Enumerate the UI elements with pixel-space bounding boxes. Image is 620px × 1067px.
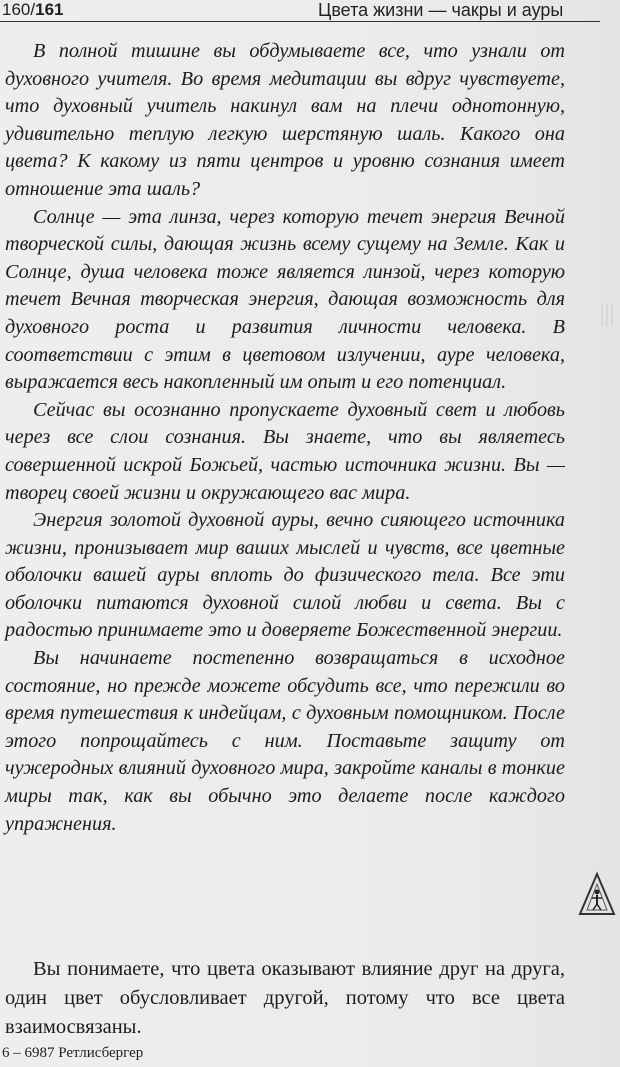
page-header	[0, 0, 620, 22]
margin-mark-icon	[598, 300, 616, 330]
paragraph-1: В полной тишине вы обдумываете все, что узнали от духовного учителя. Во время медитации вы вдруг чувствуете, что духовный учитель накинул вам на плечи однотонную, удивительно теплую легкую шерстяную шаль. Какого она цвета? К какому из пяти центров и уровню сознания имеет отношение эта шаль?	[5, 40, 565, 200]
page-number-separator: /	[30, 0, 36, 19]
paragraph-4: Энергия золотой духовной ауры, вечно сияющего источника жизни, пронизывает мир ваших мыслей и чувств, все цветные оболочки вашей ауры вплоть до физического тела. Все эти оболочки питаются духовной силой любви и света. Вы с радостью принимаете это и доверяете Божественной энергии.	[5, 509, 565, 642]
paragraph-3: Сейчас вы осознанно пропускаете духовный свет и любовь через все слои сознания. Вы знаете, что вы являетесь совершенной искрой Божьей, частью источника жизни. Вы — творец своей жизни и окружающего вас мира.	[5, 398, 565, 504]
pyramid-figure-icon	[577, 870, 617, 920]
paragraph-2: Солнце — эта линза, через которую течет энергия Вечной творческой силы, дающая жизнь всему сущему на Земле. Как и Солнце, душа человека тоже является линзой, через которую течет Вечная творческая энергия, дающая возможность для духовного роста и развития личности человека. В соответствии с этим в цветовом излучении, ауре человека, выражается весь накопленный им опыт и его потенциал.	[5, 205, 565, 394]
body-text	[5, 38, 565, 838]
paragraph-5: Вы начинаете постепенно возвращаться в исходное состояние, но прежде можете обсудить все, что пережили во время путешествия к индейцам, с духовным помощником. После этого попрощайтесь с ним. Поставьте защиту от чужеродных влияний духовного мира, закройте каналы в тонкие миры так, как вы обычно это делаете после каждого упражнения.	[5, 647, 565, 835]
closing-paragraph: Вы понимаете, что цвета оказывают влияние друг на друга, один цвет обусловливает другой, потому что все цвета взаимосвязаны.	[5, 958, 565, 1038]
header-rule	[0, 21, 600, 22]
page-number-current: 161	[35, 0, 64, 19]
page-numbers	[2, 0, 63, 20]
page-number-left: 160	[2, 0, 31, 19]
running-title: Цвета жизни — чакры и ауры	[318, 0, 564, 20]
printer-signature: 6 – 6987 Ретлисбергер	[2, 1045, 144, 1061]
